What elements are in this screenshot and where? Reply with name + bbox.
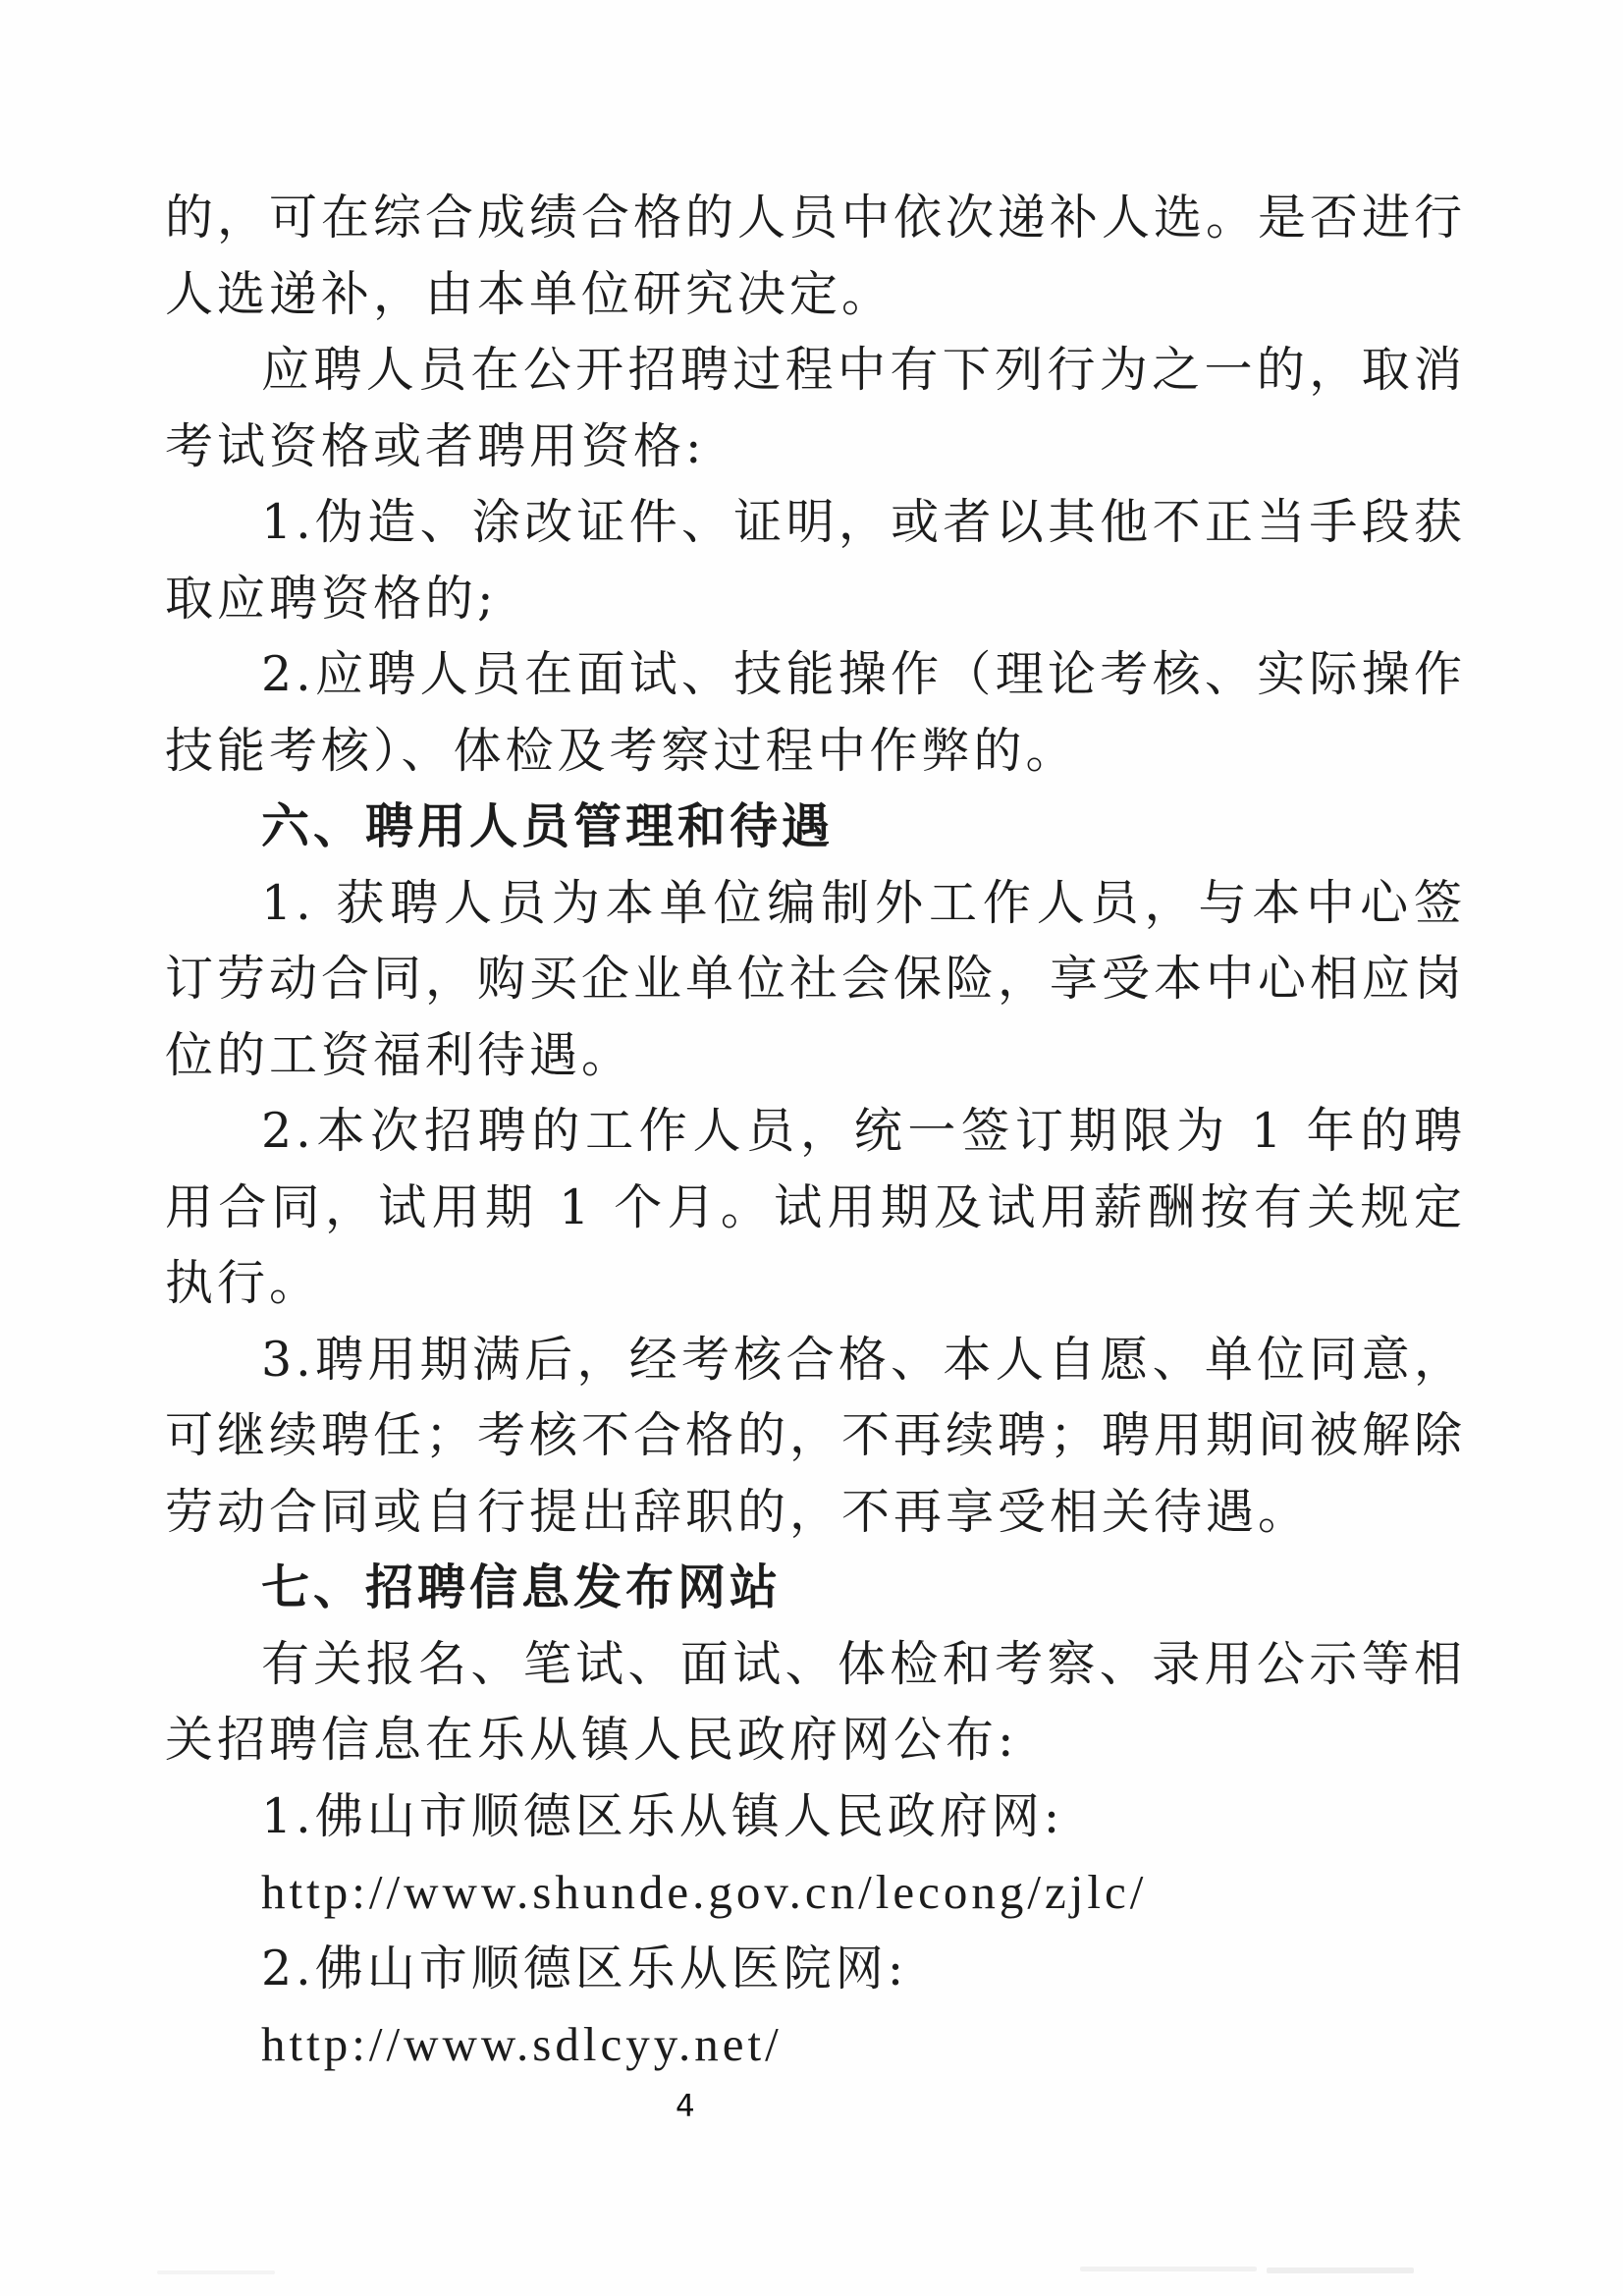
- scan-artifact: [1080, 2267, 1257, 2271]
- paragraph-item-1-forgery: 1.伪造、涂改证件、证明，或者以其他不正当手段获取应聘资格的;: [165, 494, 1466, 627]
- scan-artifact: [1267, 2268, 1414, 2273]
- section-heading-6: 六、聘用人员管理和待遇: [261, 798, 835, 854]
- paragraph-6-item-1-contract: 1. 获聘人员为本单位编制外工作人员，与本中心签订劳动合同，购买企业单位社会保险，享受本中心相应岗位的工资福利待遇。: [165, 874, 1467, 1083]
- section-heading-7: 七、招聘信息发布网站: [261, 1559, 783, 1615]
- site-2-url-text: http://www.sdlcyy.net/: [261, 2017, 783, 2071]
- paragraph-6-item-2-term: 2.本次招聘的工作人员，统一签订期限为 1 年的聘用合同，试用期 1 个月。试用期及试用薪酬按有关规定执行。: [165, 1103, 1466, 1311]
- paragraph-continuation: 的，可在综合成绩合格的人员中依次递补人选。是否进行人选递补，由本单位研究决定。: [165, 190, 1467, 322]
- document-body: [165, 180, 1466, 2083]
- paragraph-6-item-3-renewal: 3.聘用期满后，经考核合格、本人自愿、单位同意，可继续聘任；考核不合格的，不再续聘；聘用期间被解除劳动合同或自行提出辞职的，不再享受相关待遇。: [165, 1331, 1467, 1540]
- paragraph-disqualification: 应聘人员在公开招聘过程中有下列行为之一的，取消考试资格或者聘用资格:: [165, 342, 1466, 474]
- paragraph-site-1-label: 1.佛山市顺德区乐从镇人民政府网:: [261, 1787, 1064, 1844]
- site-1-url-text: http://www.shunde.gov.cn/lecong/zjlc/: [261, 1865, 1148, 1919]
- paragraph-site-2-label: 2.佛山市顺德区乐从医院网:: [261, 1940, 908, 1996]
- paragraph-publish-info: 有关报名、笔试、面试、体检和考察、录用公示等相关招聘信息在乐从镇人民政府网公布:: [165, 1635, 1466, 1768]
- scan-artifact: [157, 2270, 275, 2274]
- page-number: 4: [676, 2089, 695, 2124]
- paragraph-item-2-cheating: 2.应聘人员在面试、技能操作（理论考核、实际操作技能考核）、体检及考察过程中作弊的。: [165, 646, 1466, 779]
